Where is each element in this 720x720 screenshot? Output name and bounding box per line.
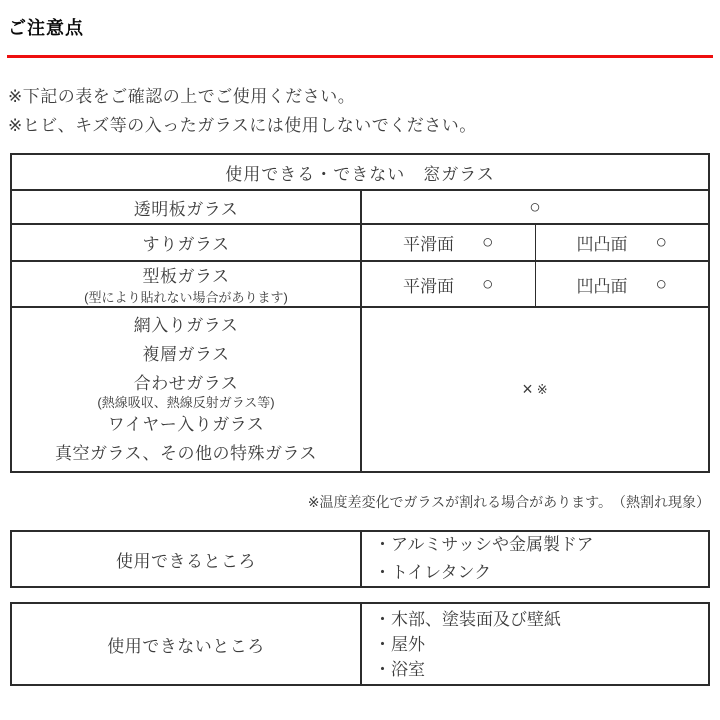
smooth-surface-cell [362,225,536,260]
usage-notes [8,82,477,140]
surface-label: 平滑面 [403,235,454,254]
table-row-special-glass-group [12,308,708,471]
usable-places-list [362,532,708,586]
table-row-frosted-glass [12,225,708,262]
surface-label: 凹凸面 [576,235,628,254]
surface-label: 平滑面 [403,276,454,296]
ok-circle-mark: ○ [482,232,494,253]
unusable-place-item: ・浴室 [374,659,425,679]
clear-glass-result-cell [362,191,708,223]
glass-type-label: 合わせガラス [133,374,239,393]
surface-label: 凹凸面 [576,276,628,296]
glass-type-label: すりガラス [12,225,362,260]
glass-compatibility-table [10,153,710,473]
uneven-surface-cell [536,225,709,260]
ok-circle-mark: ○ [655,273,667,295]
usable-place-item: ・アルミサッシや金属製ドア [374,535,594,554]
thermal-crack-footnote: ※温度差変化でガラスが割れる場合があります。 （熱割れ現象） [307,494,710,510]
special-glass-result-cell [362,308,708,471]
glass-type-label: 網入りガラス [133,316,239,335]
glass-type-label: 真空ガラス、その他の特殊ガラス [55,444,317,463]
unusable-places-table [10,602,710,686]
unusable-place-item: ・屋外 [374,634,425,654]
special-glass-list [12,308,362,471]
uneven-surface-cell [536,262,709,306]
usable-places-label: 使用できるところ [12,532,362,586]
table-row-clear-glass [12,191,708,225]
usage-note-1: ※下記の表をご確認の上でご使用ください。 [8,87,356,106]
patterned-glass-result-cell [362,262,708,306]
glass-type-label: 透明板ガラス [12,191,362,223]
page-title: ご注意点 [8,18,84,38]
ok-circle-mark: ○ [529,196,541,218]
usable-places-table [10,530,710,588]
frosted-glass-result-cell [362,225,708,260]
usable-place-item: ・トイレタンク [374,563,492,582]
glass-type-label: 複層ガラス [142,345,230,364]
unusable-place-item: ・木部、塗装面及び壁紙 [374,609,561,629]
table-row-patterned-glass [12,262,708,308]
reference-asterisk-mark: ※ [536,381,548,397]
glass-type-label: ワイヤー入りガラス [107,415,265,434]
ng-cross-mark: × [522,379,537,399]
unusable-places-label: 使用できないところ [12,604,362,684]
patterned-glass-label-cell [12,262,362,306]
glass-type-note: (熱線吸収、熱線反射ガラス等) [97,395,275,410]
unusable-places-list [362,604,708,684]
usage-note-2: ※ヒビ、キズ等の入ったガラスには使用しないでください。 [8,116,477,135]
smooth-surface-cell [362,262,536,306]
glass-type-label: 型板ガラス [142,267,230,286]
glass-table-title: 使用できる・できない 窓ガラス [12,155,708,191]
title-underline [7,55,713,58]
ok-circle-mark: ○ [482,273,494,295]
glass-type-note: (型により貼れない場合があります) [84,290,288,305]
ok-circle-mark: ○ [655,232,667,253]
